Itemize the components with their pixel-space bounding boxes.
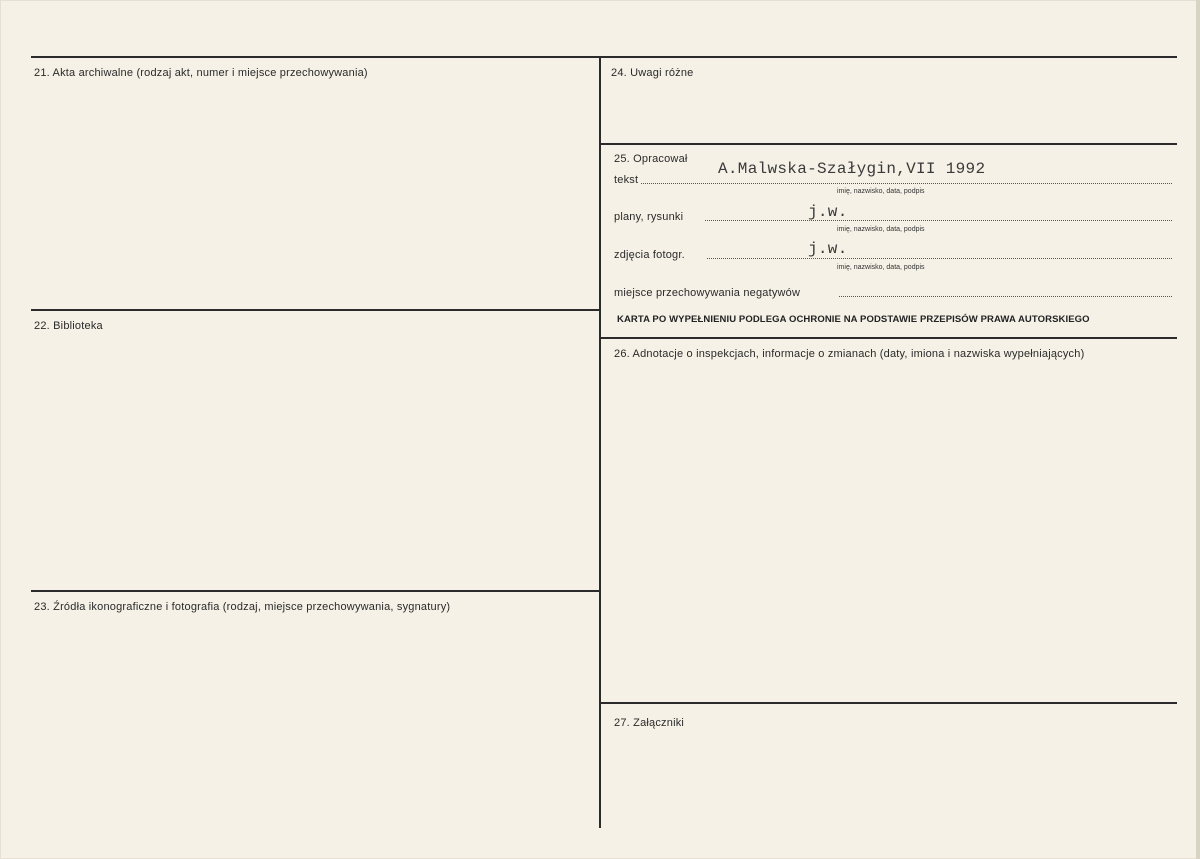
section-21-label: 21. Akta archiwalne (rodzaj akt, numer i miejsce przechowywania) — [34, 67, 368, 79]
tekst-hint: imię, nazwisko, data, podpis — [837, 188, 925, 195]
section-27-label: 27. Załączniki — [614, 717, 685, 729]
section-25-label: 25. Opracował — [614, 153, 688, 165]
tekst-value[interactable]: A.Malwska-Szałygin,VII 1992 — [718, 160, 986, 178]
rule-22-23 — [31, 590, 600, 592]
negatywy-field-line — [839, 296, 1172, 297]
plany-label: plany, rysunki — [614, 211, 684, 223]
rule-26-27 — [600, 702, 1177, 704]
zdjecia-field-line — [707, 258, 1172, 259]
top-rule — [31, 56, 1177, 58]
plany-value[interactable]: j.w. — [808, 203, 848, 221]
section-26-label: 26. Adnotacje o inspekcjach, informacje o zmianach (daty, imiona i nazwiska wypełniających) — [614, 348, 1085, 360]
card-edge — [1196, 0, 1200, 859]
rule-21-22 — [31, 309, 600, 311]
tekst-field-line — [641, 183, 1172, 184]
zdjecia-value[interactable]: j.w. — [808, 240, 848, 258]
plany-field-line — [705, 220, 1172, 221]
section-23-label: 23. Źródła ikonograficzne i fotografia (rodzaj, miejsce przechowywania, sygnatury) — [34, 601, 451, 613]
plany-hint: imię, nazwisko, data, podpis — [837, 226, 925, 233]
section-24-label: 24. Uwagi różne — [611, 67, 694, 79]
tekst-label: tekst — [614, 174, 639, 186]
copyright-notice: KARTA PO WYPEŁNIENIU PODLEGA OCHRONIE NA PODSTAWIE PRZEPISÓW PRAWA AUTORSKIEGO — [617, 314, 1090, 325]
negatywy-label: miejsce przechowywania negatywów — [614, 287, 801, 299]
section-22-label: 22. Biblioteka — [34, 320, 103, 332]
center-divider — [599, 56, 601, 828]
rule-24-25 — [600, 143, 1177, 145]
rule-25-26 — [600, 337, 1177, 339]
zdjecia-hint: imię, nazwisko, data, podpis — [837, 264, 925, 271]
zdjecia-label: zdjęcia fotogr. — [614, 249, 685, 261]
